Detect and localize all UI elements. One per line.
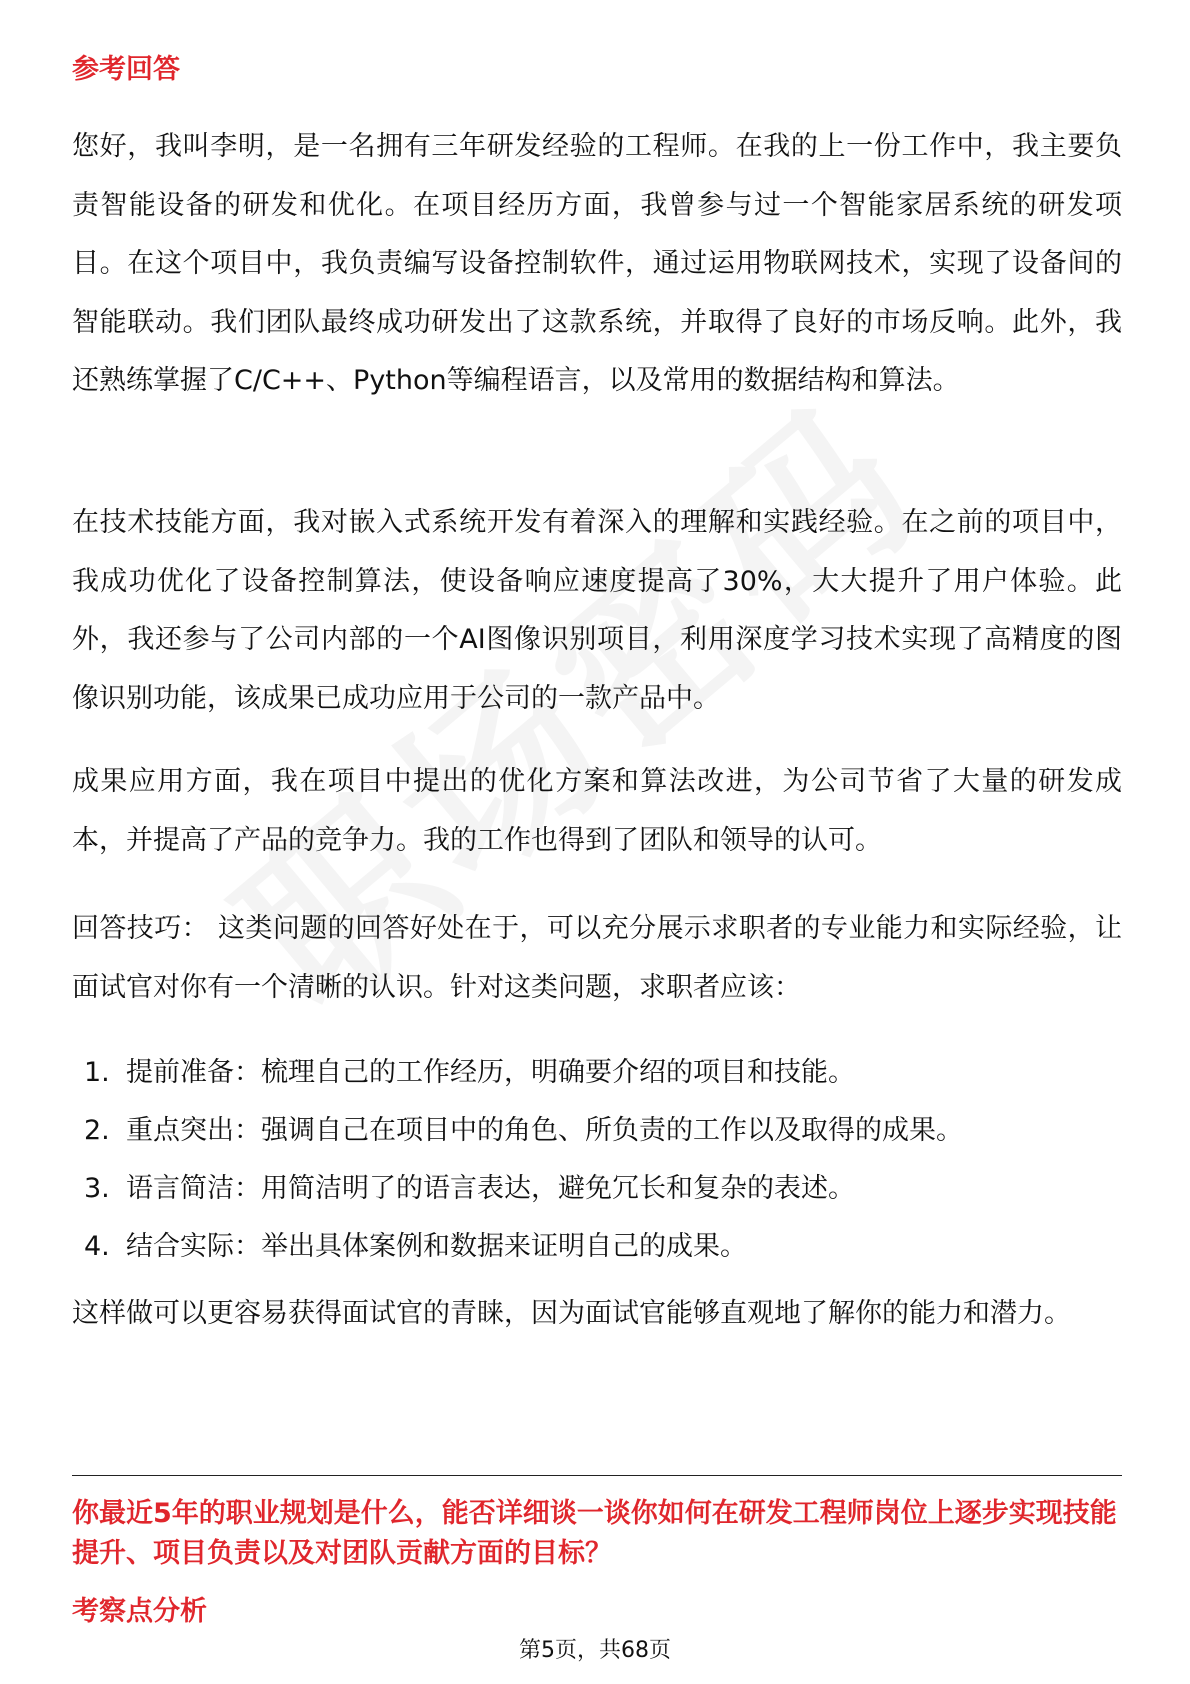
analysis-heading: 考察点分析	[72, 1596, 207, 1627]
tip-text: 结合实际：举出具体案例和数据来证明自己的成果。	[126, 1231, 747, 1262]
tip-number: 2.	[84, 1115, 110, 1146]
tip-text: 重点突出：强调自己在项目中的角色、所负责的工作以及取得的成果。	[126, 1115, 963, 1146]
tip-text: 语言简洁：用简洁明了的语言表达，避免冗长和复杂的表述。	[126, 1173, 855, 1204]
tips-list	[72, 1044, 1122, 1276]
next-question: 你最近5年的职业规划是什么，能否详细谈一谈你如何在研发工程师岗位上逐步实现技能提升、项目负责以及对团队贡献方面的目标？	[72, 1498, 1117, 1569]
tip-number: 4.	[84, 1231, 110, 1262]
tip-item	[72, 1044, 1122, 1102]
answer-paragraph-intro: 您好，我叫李明，是一名拥有三年研发经验的工程师。在我的上一份工作中，我主要负责智能设备的研发和优化。在项目经历方面，我曾参与过一个智能家居系统的研发项目。在这个项目中，我负责编写设备控制软件，通过运用物联网技术，实现了设备间的智能联动。我们团队最终成功研发出了这款系统，并取得了良好的市场反响。此外，我还熟练掌握了C/C++、Python等编程语言，以及常用的数据结构和算法。	[72, 131, 1122, 396]
tip-text: 提前准备：梳理自己的工作经历，明确要介绍的项目和技能。	[126, 1057, 855, 1088]
tip-number: 3.	[84, 1173, 110, 1204]
answer-paragraph-skills: 在技术技能方面，我对嵌入式系统开发有着深入的理解和实践经验。在之前的项目中，我成功优化了设备控制算法，使设备响应速度提高了30%，大大提升了用户体验。此外，我还参与了公司内部的一个AI图像识别项目，利用深度学习技术实现了高精度的图像识别功能，该成果已成功应用于公司的一款产品中。	[72, 507, 1122, 714]
closing-paragraph: 这样做可以更容易获得面试官的青睐，因为面试官能够直观地了解你的能力和潜力。	[72, 1298, 1071, 1329]
tip-number: 1.	[84, 1057, 110, 1088]
answer-tips-intro: 回答技巧： 这类问题的回答好处在于，可以充分展示求职者的专业能力和实际经验，让面试官对你有一个清晰的认识。针对这类问题，求职者应该：	[72, 913, 1122, 1003]
page-footer: 第5页，共68页	[519, 1638, 671, 1663]
document-page	[72, 0, 1122, 1684]
tip-item	[72, 1102, 1122, 1160]
answer-heading: 参考回答	[72, 54, 180, 85]
tip-item	[72, 1160, 1122, 1218]
tip-item	[72, 1218, 1122, 1276]
answer-paragraph-results: 成果应用方面，我在项目中提出的优化方案和算法改进，为公司节省了大量的研发成本，并提高了产品的竞争力。我的工作也得到了团队和领导的认可。	[72, 766, 1122, 856]
section-divider	[72, 1475, 1122, 1476]
